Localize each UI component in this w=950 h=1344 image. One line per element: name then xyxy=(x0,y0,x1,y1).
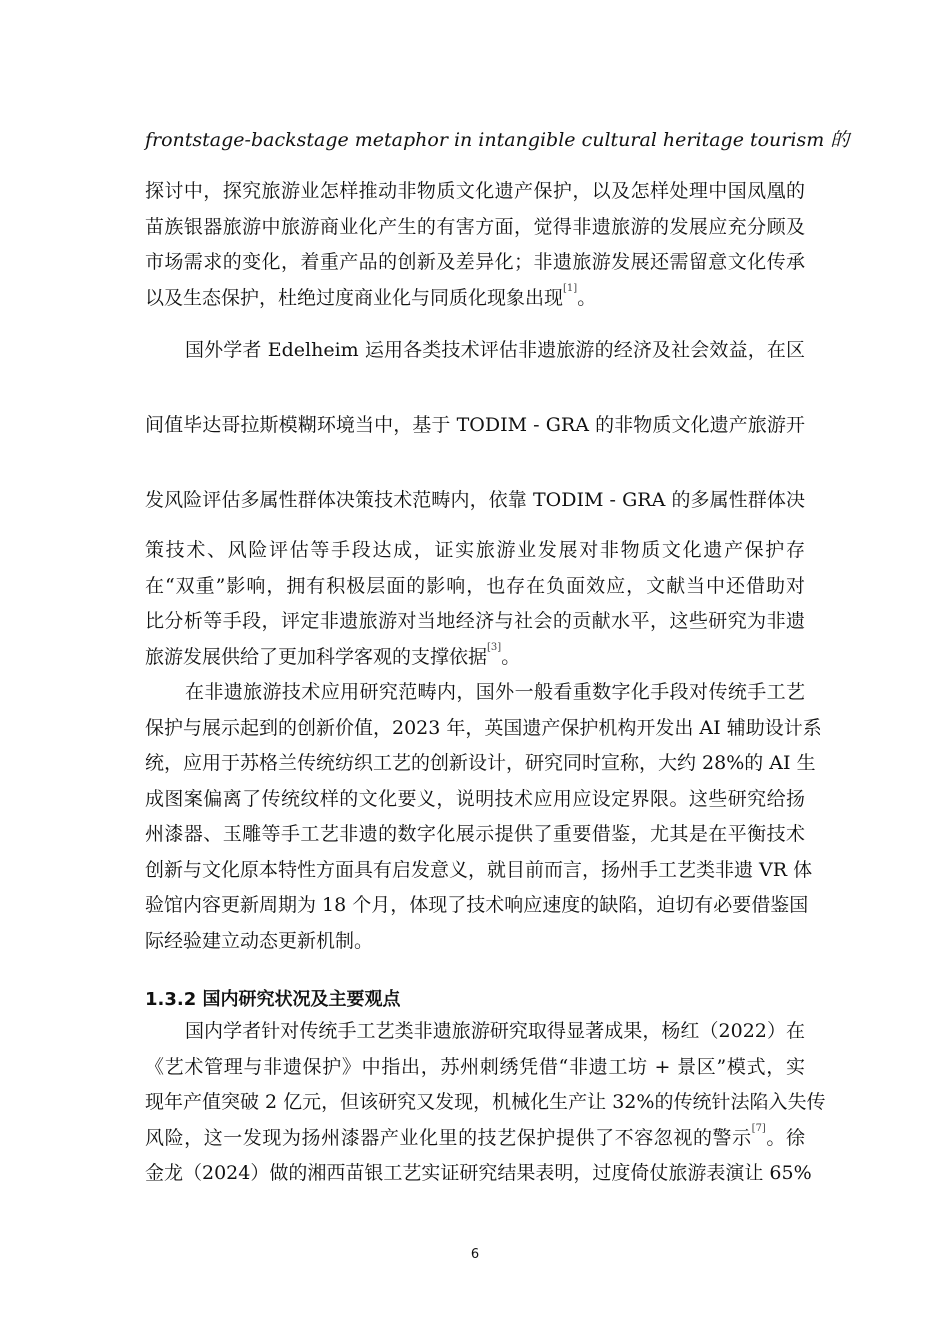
text-line: 策技术、风险评估等手段达成，证实旅游业发展对非物质文化遗产保护存 xyxy=(145,539,805,561)
text-line: 国内学者针对传统手工艺类非遗旅游研究取得显著成果，杨红（2022）在 xyxy=(185,1020,805,1042)
citation: [1] xyxy=(563,283,578,294)
line-text: 风险，这一发现为扬州漆器产业化里的技艺保护提供了不容忽视的警示 xyxy=(145,1127,752,1149)
section-heading: 1.3.2 国内研究状况及主要观点 xyxy=(145,989,401,1010)
text-line: 间值毕达哥拉斯模糊环境当中，基于 TODIM - GRA 的非物质文化遗产旅游开 xyxy=(145,414,805,436)
text-line: 保护与展示起到的创新价值，2023 年，英国遗产保护机构开发出 AI 辅助设计系 xyxy=(145,717,822,739)
text-line xyxy=(145,1123,805,1150)
text-line: frontstage-backstage metaphor in intangible cultural heritage tourism 的 xyxy=(145,129,850,151)
line-tail: 。 xyxy=(501,646,521,668)
text-line: 市场需求的变化，着重产品的创新及差异化；非遗旅游发展还需留意文化传承 xyxy=(145,251,805,273)
text-line: 国外学者 Edelheim 运用各类技术评估非遗旅游的经济及社会效益，在区 xyxy=(185,339,805,361)
text-line: 际经验建立动态更新机制。 xyxy=(145,930,374,952)
text-line: 在非遗旅游技术应用研究范畴内，国外一般看重数字化手段对传统手工艺 xyxy=(185,681,805,703)
text-line xyxy=(145,283,805,310)
text-line: 金龙（2024）做的湘西苗银工艺实证研究结果表明，过度倚仗旅游表演让 65% xyxy=(145,1162,812,1184)
text-line: 探讨中，探究旅游业怎样推动非物质文化遗产保护，以及怎样处理中国凤凰的 xyxy=(145,180,805,202)
line-text: 旅游发展供给了更加科学客观的支撑依据 xyxy=(145,646,488,668)
text-line: 在“双重”影响，拥有积极层面的影响，也存在负面效应，文献当中还借助对 xyxy=(145,575,805,597)
text-line: 统，应用于苏格兰传统纺织工艺的创新设计，研究同时宣称，大约 28%的 AI 生 xyxy=(145,752,816,774)
citation: [7] xyxy=(751,1123,766,1134)
text-line: 苗族银器旅游中旅游商业化产生的有害方面，觉得非遗旅游的发展应充分顾及 xyxy=(145,216,805,238)
citation: [3] xyxy=(487,642,502,653)
text-line: 州漆器、玉雕等手工艺非遗的数字化展示提供了重要借鉴，尤其是在平衡技术 xyxy=(145,823,805,845)
text-line: 发风险评估多属性群体决策技术范畴内，依靠 TODIM - GRA 的多属性群体决 xyxy=(145,489,805,511)
page-number: 6 xyxy=(470,1247,480,1262)
text-line xyxy=(145,642,805,669)
line-text: 以及生态保护，杜绝过度商业化与同质化现象出现 xyxy=(145,287,564,309)
text-line: 验馆内容更新周期为 18 个月，体现了技术响应速度的缺陷，迫切有必要借鉴国 xyxy=(145,894,809,916)
line-tail: 。 xyxy=(577,287,597,309)
text-line: 成图案偏离了传统纹样的文化要义，说明技术应用应设定界限。这些研究给扬 xyxy=(145,788,805,810)
text-line: 现年产值突破 2 亿元，但该研究又发现，机械化生产让 32%的传统针法陷入失传 xyxy=(145,1091,826,1113)
text-line: 创新与文化原本特性方面具有启发意义，就目前而言，扬州手工艺类非遗 VR 体 xyxy=(145,859,813,881)
text-line: 比分析等手段，评定非遗旅游对当地经济与社会的贡献水平，这些研究为非遗 xyxy=(145,610,805,632)
line-tail: 。徐 xyxy=(765,1127,805,1149)
text-line: 《艺术管理与非遗保护》中指出，苏州刺绣凭借“非遗工坊 + 景区”模式，实 xyxy=(145,1056,805,1078)
